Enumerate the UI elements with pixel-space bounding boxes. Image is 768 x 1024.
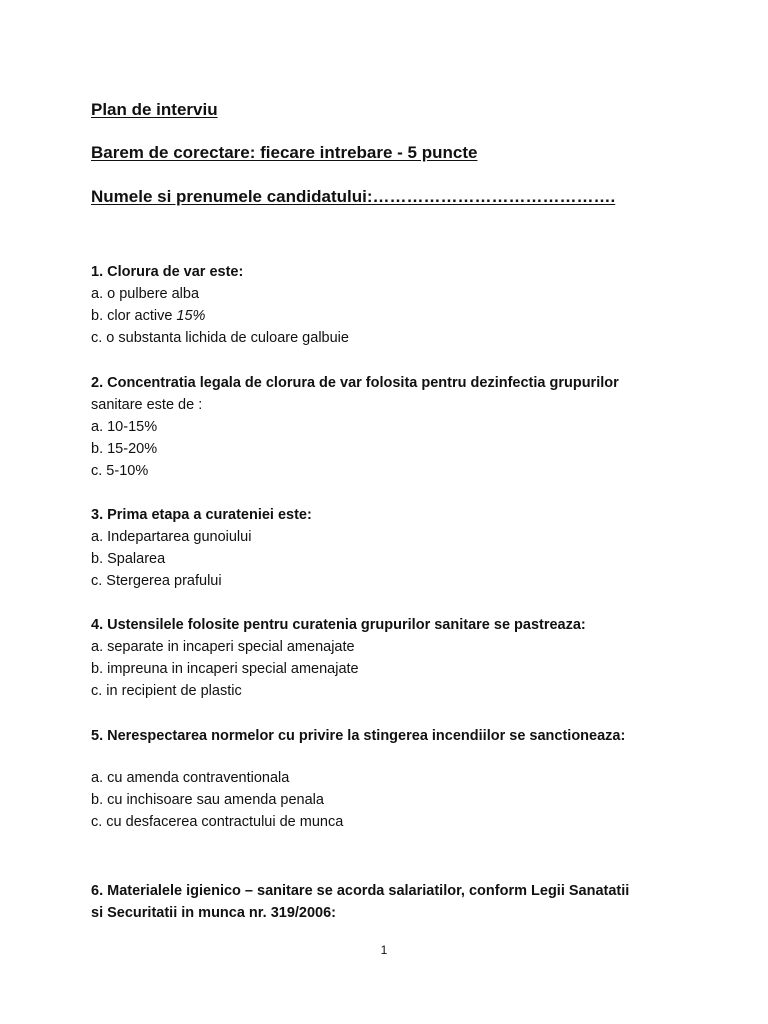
candidate-name-line: Numele si prenumele candidatului:……………………………………. [91,187,616,206]
question-text: 5. Nerespectarea normelor cu privire la stingerea incendiilor se sanctioneaza: [91,728,626,744]
question-5 [91,725,691,833]
answer-option-c: c. Stergerea prafului [91,573,222,589]
answer-option-b-text: b. clor active [91,308,177,324]
answer-option-c: c. in recipient de plastic [91,683,242,699]
answer-option-a: a. o pulbere alba [91,286,200,302]
answer-option-b: b. Spalarea [91,551,166,567]
document-title: Plan de interviu [91,100,218,119]
answer-option-b: b. 15-20% [91,441,158,457]
answer-option-a: a. Indepartarea gunoiului [91,529,252,545]
answer-option-b: b. cu inchisoare sau amenda penala [91,792,324,808]
question-1 [91,261,691,349]
question-4 [91,614,691,702]
answer-option-c: c. cu desfacerea contractului de munca [91,814,344,830]
grading-scheme: Barem de corectare: fiecare intrebare - 5 puncte [91,143,478,162]
question-text: 3. Prima etapa a curateniei este: [91,507,312,523]
question-3 [91,504,691,592]
answer-option-b [91,305,691,327]
page-number: 1 [380,943,388,957]
answer-option-a: a. 10-15% [91,419,158,435]
spacer [91,747,691,767]
question-6 [91,880,691,924]
answer-option-a: a. separate in incaperi special amenajate [91,639,355,655]
question-text: 1. Clorura de var este: [91,264,244,280]
question-text-continuation: si Securitatii in munca nr. 319/2006: [91,905,336,921]
answer-option-b-value: 15% [176,308,206,324]
question-text-continuation: sanitare este de : [91,397,203,413]
question-text: 2. Concentratia legala de clorura de var folosita pentru dezinfectia grupurilor [91,375,619,391]
question-text: 6. Materialele igienico – sanitare se acorda salariatilor, conform Legii Sanatatii [91,883,630,899]
answer-option-c: c. o substanta lichida de culoare galbuie [91,330,349,346]
question-text: 4. Ustensilele folosite pentru curatenia grupurilor sanitare se pastreaza: [91,617,586,633]
answer-option-a: a. cu amenda contraventionala [91,770,290,786]
question-2 [91,372,691,482]
answer-option-c: c. 5-10% [91,463,149,479]
answer-option-b: b. impreuna in incaperi special amenajate [91,661,359,677]
